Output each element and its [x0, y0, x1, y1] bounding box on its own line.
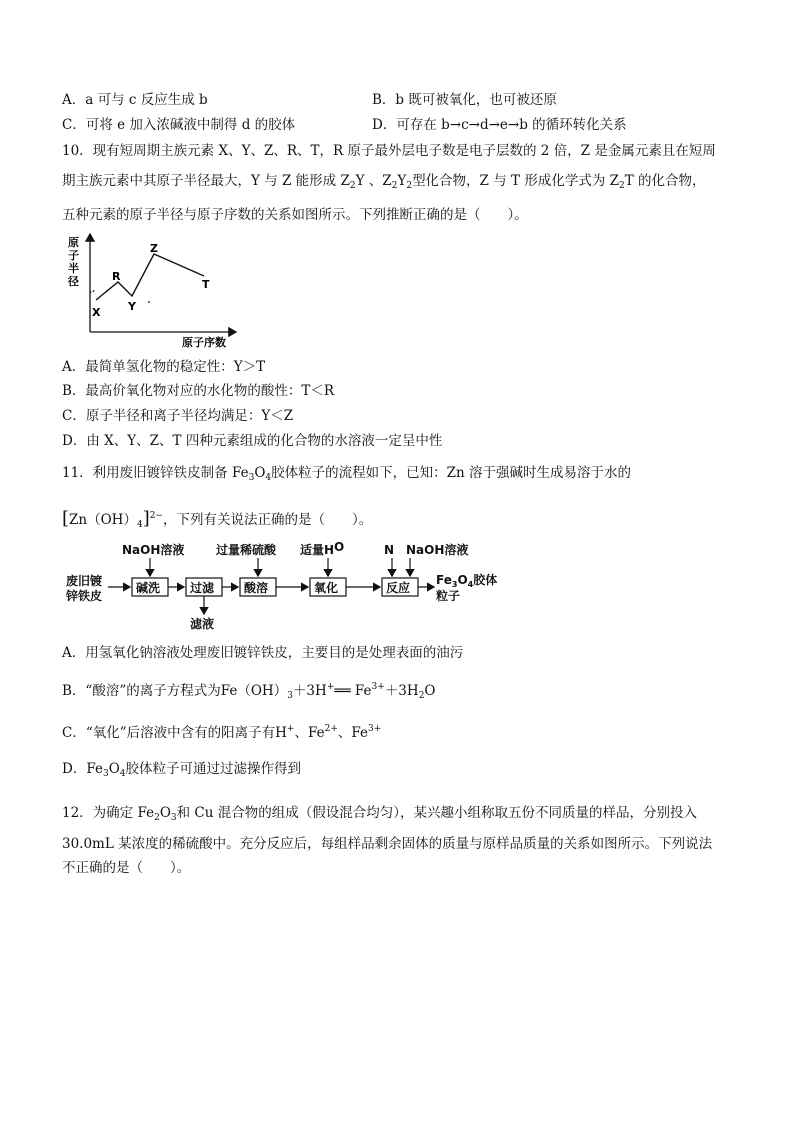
q10-option-b: B．最高价氧化物对应的水化物的酸性：T＜R [62, 383, 335, 399]
q10-text: 型化合物，Z 与 T 形成化学式为 Z [412, 173, 619, 189]
q10-radius-chart [64, 230, 244, 348]
q11-option-c [62, 719, 381, 743]
flow-step-filter: 过滤 [190, 581, 215, 595]
dot-mark [148, 301, 150, 303]
ylabel-char-3: 半 [68, 262, 79, 275]
q10-stem-line2 [62, 171, 706, 196]
dot-mark [93, 290, 95, 292]
subscript: 4 [265, 473, 272, 483]
x-axis-label: 原子序数 [182, 336, 226, 348]
q11-option-a: A．用氢氧化钠溶液处理废旧镀锌铁皮，主要目的是处理表面的油污 [62, 645, 464, 661]
formula: ＋3H [292, 683, 327, 699]
q11-text: 11．利用废旧镀锌铁皮制备 Fe [62, 465, 249, 481]
subscript: 3 [248, 473, 255, 483]
q12-text: 和 Cu 混合物的组成（假设混合均匀），某兴趣小组称取五份不同质量的样品，分别投入 [176, 805, 697, 821]
q10-text: T 的化合物， [624, 173, 706, 189]
formula: ＋3H [384, 683, 419, 699]
flow-step-oxidize: 氧化 [314, 581, 339, 595]
flow-start-line2: 锌铁皮 [66, 589, 103, 603]
formula: H [275, 725, 287, 741]
q10-text: 期主族元素中其原子半径最大，Y 与 Z 能形成 Z [62, 173, 350, 189]
formula: 、Fe [337, 725, 368, 741]
subscript: 3 [170, 813, 177, 823]
q11-text: 胶体粒子可通过过滤操作得到 [125, 761, 301, 777]
subscript: 4 [136, 520, 143, 530]
q11-text: B．“酸溶”的离子方程式为 [62, 683, 221, 699]
formula: O [424, 683, 436, 699]
q11-text: C．“氧化”后溶液中含有的阳离子有 [62, 725, 276, 741]
q11-process-flow [64, 540, 524, 635]
superscript-charge: + [326, 682, 335, 692]
formula: 、Fe [294, 725, 325, 741]
formula: D．Fe [62, 761, 103, 777]
q11-option-b [62, 677, 436, 706]
q11-stem-line1 [62, 463, 631, 488]
subscript: 2 [418, 691, 425, 701]
q10-text: Y [397, 173, 407, 189]
superscript-charge: 3+ [368, 724, 382, 734]
subscript: 2 [349, 181, 356, 191]
subscript: 2 [406, 181, 413, 191]
q12-stem-line3: 不正确的是（ ）。 [62, 860, 191, 876]
q10-option-c: C．原子半径和离子半径均满足：Y＜Z [62, 408, 294, 424]
ylabel-char-4: 径 [68, 275, 79, 288]
q9-option-d: D．可存在 b→c→d→e→b 的循环转化关系 [372, 117, 627, 133]
q10-stem-line1: 10．现有短周期主族元素 X、Y、Z、R、T，R 原子最外层电子数是电子层数的 2 倍，Z 是金属元素且在短周 [62, 143, 716, 159]
point-label-y: Y [128, 300, 136, 313]
q10-text: Y 、Z [355, 173, 392, 189]
superscript-charge: 2− [149, 511, 163, 521]
formula: O [108, 761, 120, 777]
q10-option-a: A．最简单氢化物的稳定性：Y＞T [62, 359, 266, 375]
right-bracket: ] [142, 508, 150, 529]
reagent-naoh-1: NaOH溶液 [122, 543, 185, 557]
ylabel-char-2: 子 [68, 249, 79, 262]
q11-text: O [254, 465, 266, 481]
reagent-n2: N [384, 543, 395, 557]
q12-stem-line1 [62, 803, 697, 828]
subscript: 2 [619, 181, 625, 191]
reagent-h2o2: 适量HO [300, 540, 345, 557]
point-label-t: T [202, 278, 210, 291]
q12-text: 12．为确定 Fe [62, 805, 155, 821]
q9-option-b: B．b 既可被氧化，也可被还原 [372, 92, 557, 108]
reagent-h2so4: 过量稀硫酸 [216, 543, 277, 557]
formula: Fe（OH） [220, 683, 288, 699]
flow-start-line1: 废旧镀 [66, 574, 103, 588]
subscript: 3 [287, 691, 293, 701]
point-label-r: R [112, 270, 121, 283]
dot-mark [90, 291, 92, 293]
product-label-line2: 粒子 [436, 589, 461, 603]
q11-option-d [62, 759, 301, 784]
product-label: $Fe_3O_4$胶体 [436, 573, 498, 589]
flow-step-react: 反应 [386, 581, 411, 595]
formula: ══ Fe [334, 683, 372, 699]
reagent-naoh-2: NaOH溶液 [406, 543, 469, 557]
q9-option-a: A．a 可与 c 反应生成 b [62, 92, 208, 108]
left-bracket: [ [62, 508, 70, 529]
point-label-z: Z [150, 242, 158, 255]
subscript: 4 [119, 769, 126, 779]
q11-stem-line2 [62, 506, 372, 535]
subscript: 3 [102, 769, 109, 779]
superscript-charge: + [286, 724, 295, 734]
zincate-formula: Zn（OH） [69, 512, 137, 528]
q12-text: O [159, 805, 171, 821]
ylabel-char-1: 原 [68, 236, 79, 249]
point-label-x: X [92, 306, 101, 319]
subscript: 2 [154, 813, 160, 823]
q10-option-d: D．由 X、Y、Z、T 四种元素组成的化合物的水溶液一定呈中性 [62, 433, 443, 449]
q11-text: ，下列有关说法正确的是（ ）。 [163, 512, 373, 528]
subscript: 2 [391, 181, 398, 191]
q11-text: 胶体粒子的流程如下，已知：Zn 溶于强碱时生成易溶于水的 [271, 465, 632, 481]
flow-step-wash: 碱洗 [136, 581, 161, 595]
superscript-charge: 2+ [324, 724, 338, 734]
q10-stem-line3: 五种元素的原子半径与原子序数的关系如图所示。下列推断正确的是（ ）。 [62, 207, 528, 223]
filtrate-label: 滤液 [190, 617, 215, 631]
superscript-charge: 3+ [371, 682, 385, 692]
q12-stem-line2: 30.0mL 某浓度的稀硫酸中。充分反应后，每组样品剩余固体的质量与原样品质量的关系如图所示。下列说法 [62, 836, 713, 852]
q9-option-c: C．可将 e 加入浓碱液中制得 d 的胶体 [62, 117, 296, 133]
flow-step-dissolve: 酸溶 [244, 581, 269, 595]
